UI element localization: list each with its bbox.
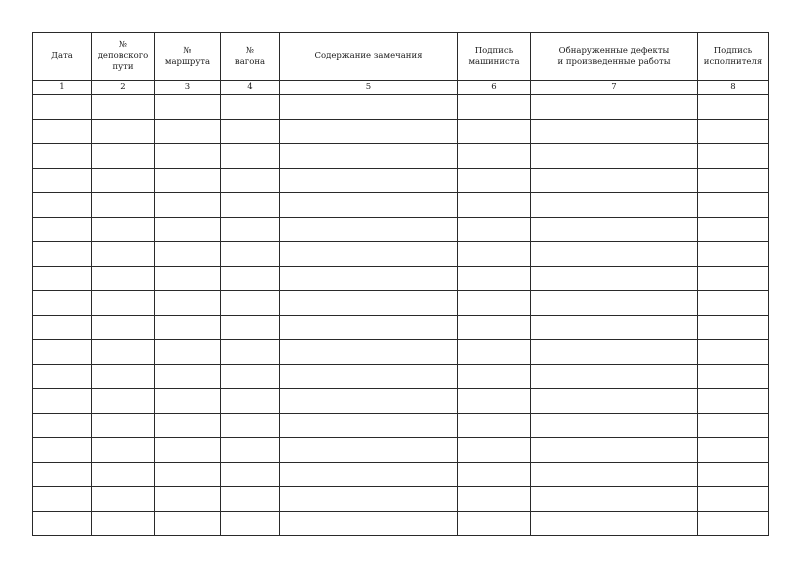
column-number: 5 xyxy=(280,81,458,95)
empty-cell xyxy=(33,487,92,512)
empty-cell xyxy=(155,340,221,365)
empty-cell xyxy=(458,315,531,340)
table-row xyxy=(33,119,769,144)
empty-cell xyxy=(698,144,769,169)
table-row xyxy=(33,193,769,218)
empty-cell xyxy=(92,438,155,463)
empty-cell xyxy=(155,168,221,193)
column-number: 4 xyxy=(221,81,280,95)
empty-cell xyxy=(458,413,531,438)
empty-cell xyxy=(33,193,92,218)
empty-cell xyxy=(221,119,280,144)
empty-cell xyxy=(531,511,698,536)
empty-cell xyxy=(33,95,92,120)
empty-cell xyxy=(458,144,531,169)
empty-cell xyxy=(92,217,155,242)
empty-cell xyxy=(221,168,280,193)
empty-cell xyxy=(458,193,531,218)
empty-cell xyxy=(92,413,155,438)
empty-cell xyxy=(458,119,531,144)
empty-cell xyxy=(531,487,698,512)
empty-cell xyxy=(155,119,221,144)
table-row xyxy=(33,340,769,365)
empty-cell xyxy=(92,340,155,365)
empty-cell xyxy=(280,364,458,389)
empty-cell xyxy=(280,340,458,365)
empty-cell xyxy=(33,315,92,340)
empty-cell xyxy=(33,413,92,438)
empty-cell xyxy=(221,193,280,218)
empty-cell xyxy=(458,364,531,389)
empty-cell xyxy=(221,315,280,340)
column-number-row xyxy=(33,81,769,95)
empty-cell xyxy=(531,119,698,144)
empty-cell xyxy=(92,389,155,414)
empty-cell xyxy=(155,291,221,316)
empty-cell xyxy=(155,487,221,512)
header-defects-and-works: Обнаруженные дефекты и произведенные работы xyxy=(531,33,698,81)
empty-cell xyxy=(698,462,769,487)
empty-cell xyxy=(280,438,458,463)
empty-cell xyxy=(92,487,155,512)
empty-cell xyxy=(221,438,280,463)
empty-cell xyxy=(698,95,769,120)
empty-cell xyxy=(33,389,92,414)
remarks-log-table xyxy=(32,32,769,536)
empty-cell xyxy=(92,266,155,291)
empty-cell xyxy=(531,364,698,389)
empty-cell xyxy=(280,144,458,169)
empty-cell xyxy=(155,266,221,291)
header-car-number: № вагона xyxy=(221,33,280,81)
header-depot-track-number: № деповского пути xyxy=(92,33,155,81)
empty-cell xyxy=(221,340,280,365)
table-row xyxy=(33,95,769,120)
empty-cell xyxy=(155,413,221,438)
empty-cell xyxy=(698,511,769,536)
empty-cell xyxy=(221,462,280,487)
empty-cell xyxy=(155,144,221,169)
empty-cell xyxy=(458,511,531,536)
empty-cell xyxy=(531,95,698,120)
empty-cell xyxy=(698,389,769,414)
header-row xyxy=(33,33,769,81)
empty-cell xyxy=(531,242,698,267)
empty-cell xyxy=(698,242,769,267)
table-row xyxy=(33,144,769,169)
empty-cell xyxy=(458,438,531,463)
empty-cell xyxy=(458,266,531,291)
table-row xyxy=(33,364,769,389)
empty-cell xyxy=(221,242,280,267)
empty-cell xyxy=(531,266,698,291)
empty-cell xyxy=(33,340,92,365)
empty-cell xyxy=(698,438,769,463)
empty-cell xyxy=(458,291,531,316)
empty-cell xyxy=(221,389,280,414)
empty-cell xyxy=(280,119,458,144)
empty-cell xyxy=(221,487,280,512)
empty-cell xyxy=(33,291,92,316)
empty-cell xyxy=(33,462,92,487)
empty-cell xyxy=(221,217,280,242)
empty-cell xyxy=(155,95,221,120)
empty-cell xyxy=(221,95,280,120)
empty-cell xyxy=(33,168,92,193)
table-row xyxy=(33,242,769,267)
empty-cell xyxy=(531,168,698,193)
table-row xyxy=(33,315,769,340)
empty-cell xyxy=(221,144,280,169)
empty-cell xyxy=(221,511,280,536)
empty-cell xyxy=(33,217,92,242)
empty-cell xyxy=(280,242,458,267)
empty-cell xyxy=(698,193,769,218)
table-row xyxy=(33,511,769,536)
empty-cell xyxy=(92,364,155,389)
empty-cell xyxy=(221,266,280,291)
column-number: 2 xyxy=(92,81,155,95)
header-driver-signature: Подпись машиниста xyxy=(458,33,531,81)
empty-cell xyxy=(280,95,458,120)
empty-cell xyxy=(280,168,458,193)
empty-cell xyxy=(92,95,155,120)
empty-cell xyxy=(458,340,531,365)
empty-cell xyxy=(92,144,155,169)
empty-cell xyxy=(92,242,155,267)
empty-cell xyxy=(698,487,769,512)
empty-cell xyxy=(531,389,698,414)
empty-cell xyxy=(458,168,531,193)
empty-cell xyxy=(92,119,155,144)
empty-cell xyxy=(33,266,92,291)
empty-cell xyxy=(33,438,92,463)
empty-cell xyxy=(698,217,769,242)
empty-cell xyxy=(33,144,92,169)
table-row xyxy=(33,291,769,316)
empty-cell xyxy=(280,193,458,218)
empty-cell xyxy=(280,389,458,414)
empty-cell xyxy=(280,217,458,242)
empty-cell xyxy=(92,511,155,536)
empty-cell xyxy=(155,364,221,389)
empty-cell xyxy=(531,217,698,242)
empty-cell xyxy=(280,315,458,340)
empty-cell xyxy=(221,291,280,316)
table-row xyxy=(33,389,769,414)
table-row xyxy=(33,413,769,438)
table-row xyxy=(33,266,769,291)
empty-cell xyxy=(33,242,92,267)
log-body xyxy=(33,95,769,536)
empty-cell xyxy=(531,144,698,169)
empty-cell xyxy=(155,438,221,463)
column-number: 3 xyxy=(155,81,221,95)
empty-cell xyxy=(221,364,280,389)
header-performer-signature: Подпись исполнителя xyxy=(698,33,769,81)
empty-cell xyxy=(155,511,221,536)
empty-cell xyxy=(155,315,221,340)
table-row xyxy=(33,168,769,193)
column-number: 8 xyxy=(698,81,769,95)
empty-cell xyxy=(531,462,698,487)
table-row xyxy=(33,462,769,487)
empty-cell xyxy=(698,364,769,389)
log-sheet xyxy=(32,32,768,532)
empty-cell xyxy=(458,95,531,120)
empty-cell xyxy=(698,266,769,291)
empty-cell xyxy=(280,413,458,438)
empty-cell xyxy=(458,462,531,487)
column-number: 7 xyxy=(531,81,698,95)
empty-cell xyxy=(531,193,698,218)
empty-cell xyxy=(92,462,155,487)
table-row xyxy=(33,438,769,463)
header-date: Дата xyxy=(33,33,92,81)
empty-cell xyxy=(531,291,698,316)
empty-cell xyxy=(280,487,458,512)
header-remark-content: Содержание замечания xyxy=(280,33,458,81)
empty-cell xyxy=(531,315,698,340)
empty-cell xyxy=(458,217,531,242)
empty-cell xyxy=(92,168,155,193)
empty-cell xyxy=(698,168,769,193)
empty-cell xyxy=(280,266,458,291)
column-number: 1 xyxy=(33,81,92,95)
empty-cell xyxy=(155,193,221,218)
empty-cell xyxy=(531,413,698,438)
header-route-number: № маршрута xyxy=(155,33,221,81)
empty-cell xyxy=(458,389,531,414)
column-number: 6 xyxy=(458,81,531,95)
empty-cell xyxy=(92,315,155,340)
empty-cell xyxy=(155,242,221,267)
empty-cell xyxy=(33,119,92,144)
empty-cell xyxy=(280,462,458,487)
empty-cell xyxy=(33,364,92,389)
empty-cell xyxy=(92,193,155,218)
empty-cell xyxy=(531,438,698,463)
empty-cell xyxy=(531,340,698,365)
empty-cell xyxy=(280,511,458,536)
empty-cell xyxy=(280,291,458,316)
empty-cell xyxy=(155,389,221,414)
empty-cell xyxy=(155,462,221,487)
empty-cell xyxy=(698,119,769,144)
table-row xyxy=(33,217,769,242)
empty-cell xyxy=(33,511,92,536)
empty-cell xyxy=(155,217,221,242)
table-row xyxy=(33,487,769,512)
empty-cell xyxy=(92,291,155,316)
empty-cell xyxy=(698,315,769,340)
empty-cell xyxy=(698,291,769,316)
empty-cell xyxy=(698,340,769,365)
empty-cell xyxy=(221,413,280,438)
empty-cell xyxy=(458,242,531,267)
empty-cell xyxy=(698,413,769,438)
empty-cell xyxy=(458,487,531,512)
